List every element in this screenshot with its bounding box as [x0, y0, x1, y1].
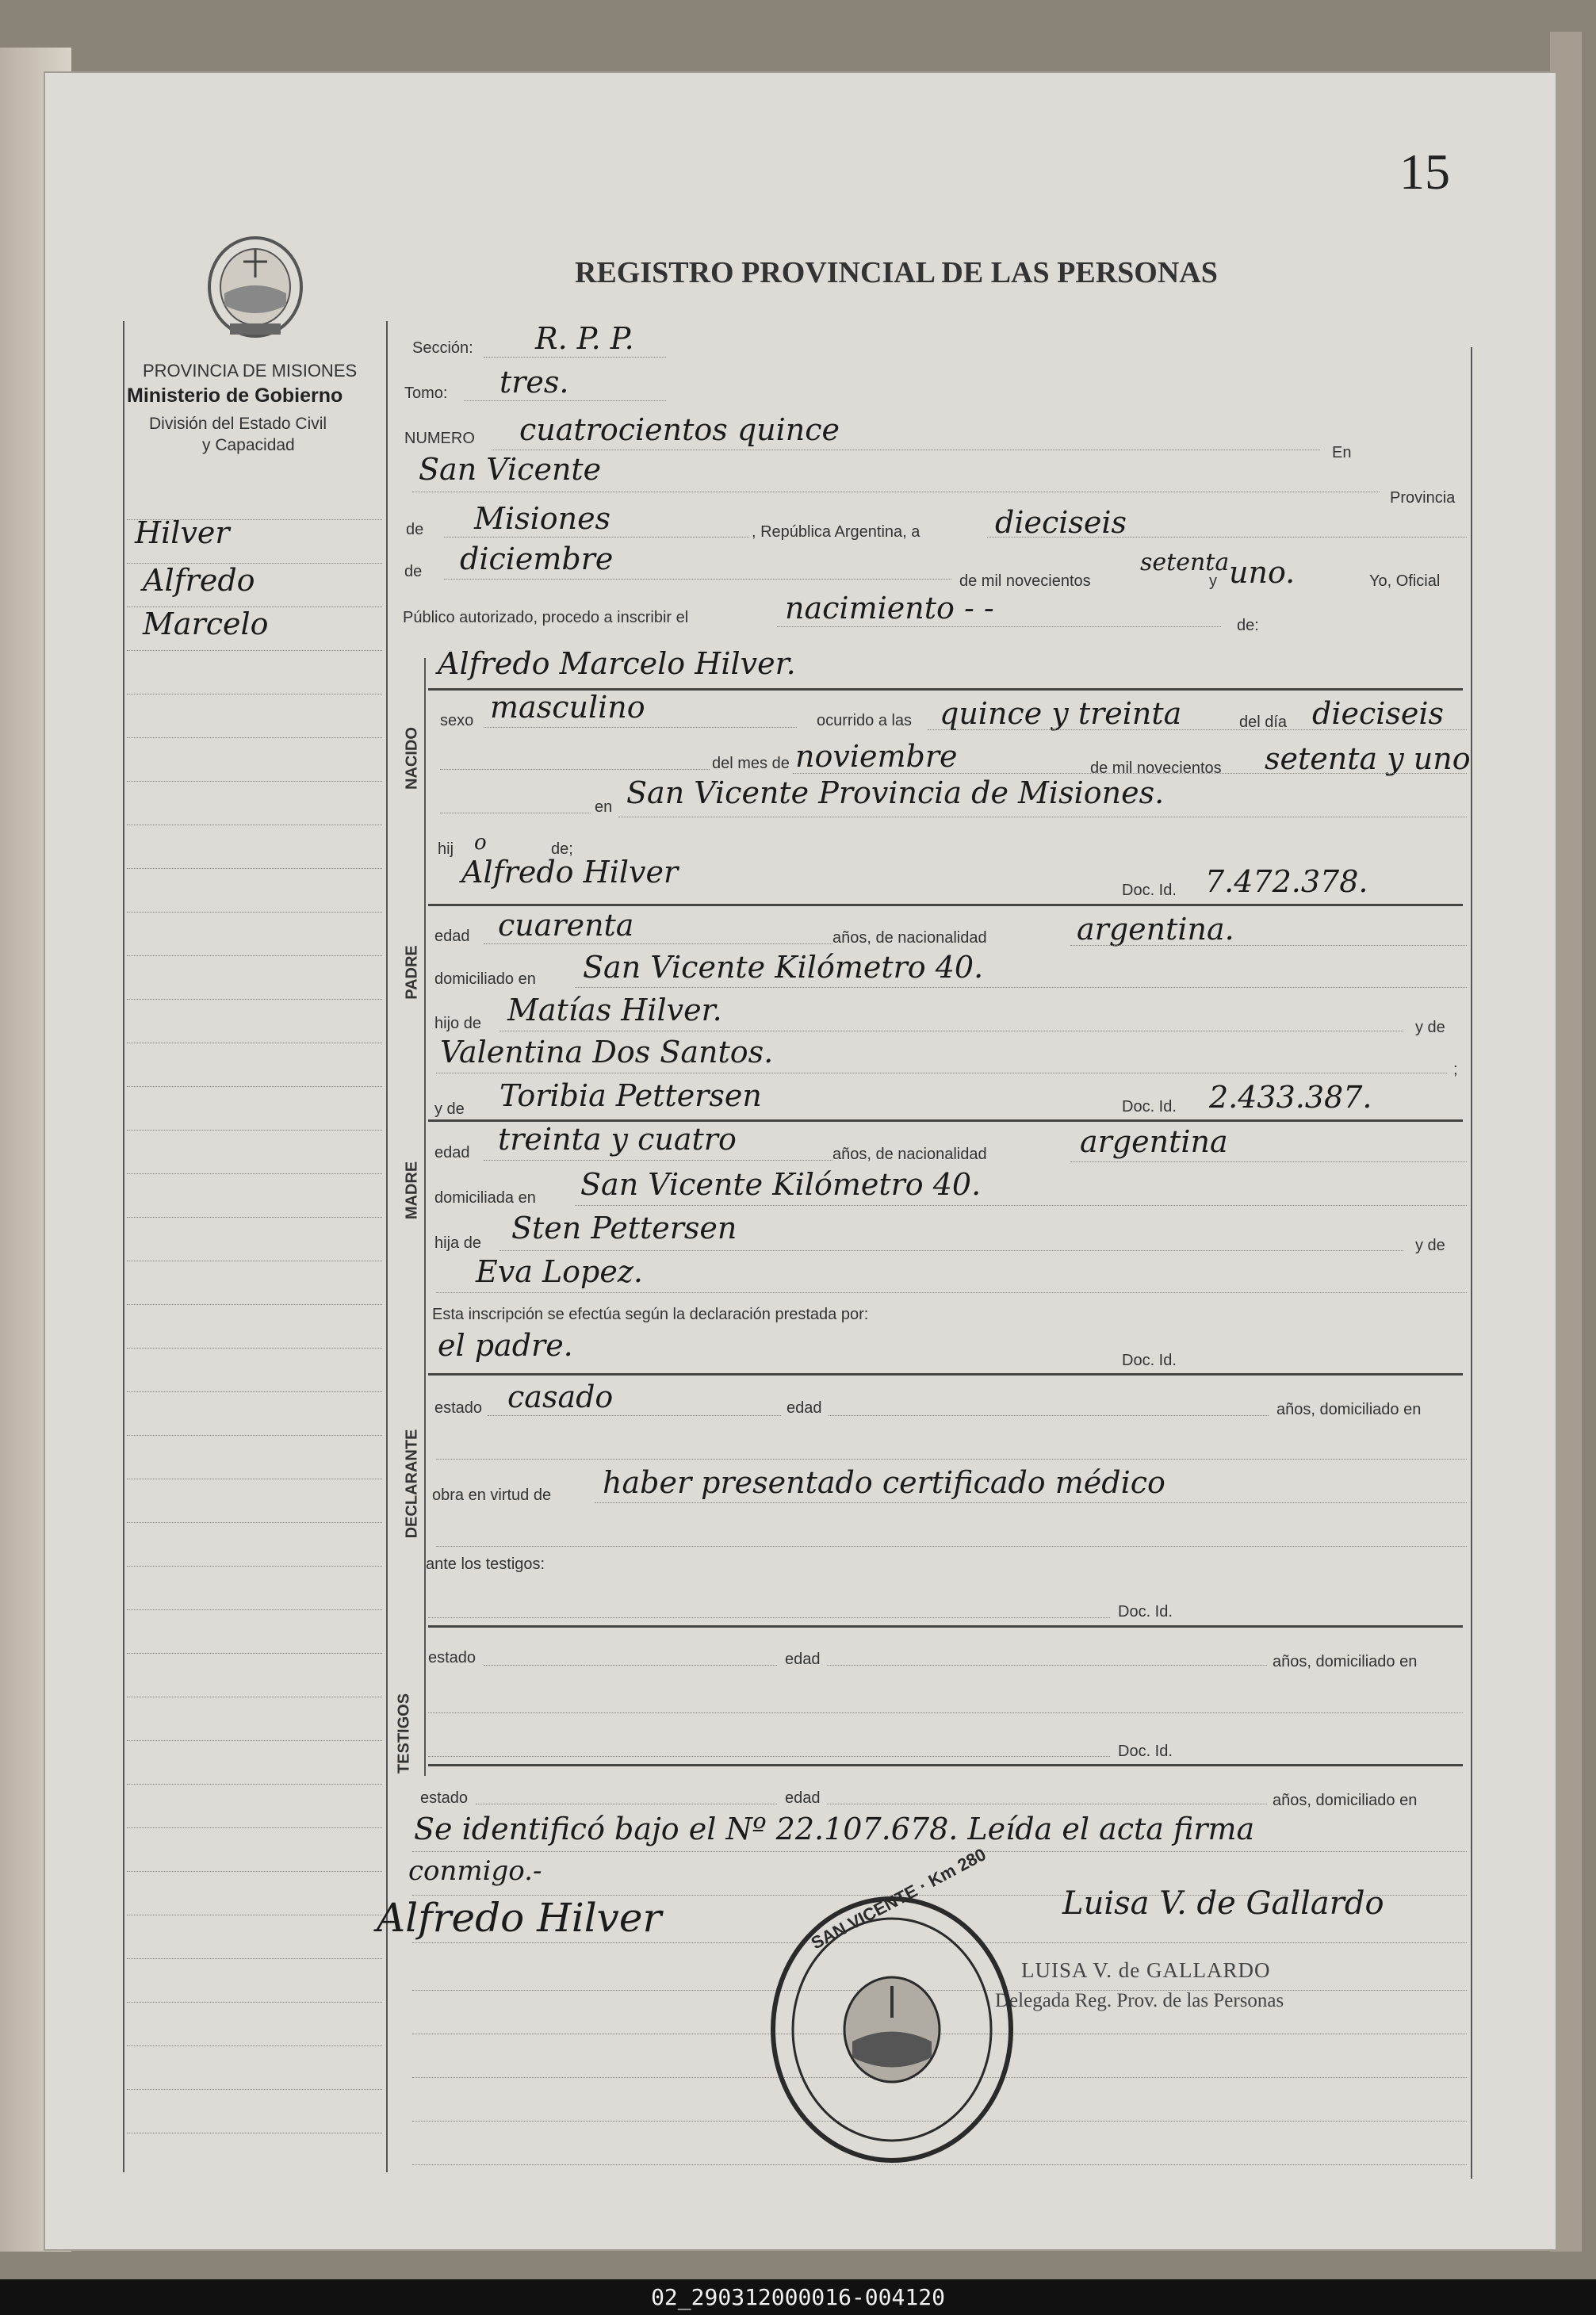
value-mes-nac: noviembre [795, 739, 958, 774]
section-padre: PADRE [403, 945, 421, 1000]
label-del-mes: del mes de [712, 755, 790, 772]
margin-row-rule [127, 737, 382, 738]
label-obra: obra en virtud de [432, 1487, 552, 1504]
label-madre-y-de-2: y de [1415, 1237, 1445, 1254]
rule [575, 1205, 1467, 1206]
margin-given-name-1: Alfredo [143, 563, 255, 598]
office-division: División del Estado Civil [149, 415, 327, 433]
rule [595, 1502, 1467, 1503]
value-padre-doc: 7.472.378. [1205, 864, 1368, 899]
label-semicolon: ; [1453, 1061, 1458, 1078]
margin-row-rule [127, 1653, 382, 1654]
margin-row-rule [127, 1086, 382, 1087]
provincial-emblem-icon [202, 230, 309, 341]
value-sexo: masculino [490, 690, 645, 725]
rule [444, 537, 749, 538]
value-dia-nac: dieciseis [1312, 696, 1445, 731]
label-padre-hijo-de: hijo de [434, 1015, 481, 1032]
page-right-rule [1471, 347, 1472, 2179]
label-en: En [1332, 444, 1352, 461]
value-seccion: R. P. P. [535, 321, 634, 356]
margin-row-rule [127, 1522, 382, 1523]
value-madre-nacionalidad: argentina [1080, 1124, 1228, 1159]
official-name: LUISA V. de GALLARDO [1021, 1958, 1271, 1982]
label-de-mil-nac: de mil novecientos [1090, 760, 1222, 777]
rule [428, 904, 1463, 906]
value-padre-domicilio: San Vicente Kilómetro 40. [583, 950, 984, 985]
rule [428, 1617, 1110, 1618]
value-tomo: tres. [499, 365, 569, 400]
label-declarante-estado: estado [434, 1399, 483, 1417]
margin-row-rule [127, 1435, 382, 1436]
rule [793, 773, 1467, 774]
note-line-2: conmigo.- [408, 1855, 542, 1887]
label-publico: Público autorizado, procedo a inscribir el [403, 609, 689, 626]
section-testigos: TESTIGOS [395, 1693, 413, 1774]
label-numero: NUMERO [404, 430, 475, 447]
official-stamp-icon [765, 1891, 1019, 2168]
margin-row-rule [127, 2089, 382, 2090]
margin-row-rule [127, 1173, 382, 1174]
margin-row-rule [127, 912, 382, 913]
value-padre-hijo-de: Matías Hilver. [507, 993, 722, 1027]
label-testigo1-doc: Doc. Id. [1118, 1603, 1173, 1620]
value-decada: setenta [1140, 549, 1230, 576]
official-title: Delegada Reg. Prov. de las Personas [995, 1990, 1284, 2011]
label-declarante-domicilio: años, domiciliado en [1276, 1401, 1422, 1418]
archive-code: 02_290312000016-004120 [0, 2279, 1596, 2315]
margin-left-rule [123, 321, 124, 2172]
rule [440, 769, 710, 770]
rule [484, 943, 832, 944]
label-madre-hija-de: hija de [434, 1234, 481, 1252]
label-testigo1-estado: estado [428, 1649, 477, 1666]
declarant-signature: Alfredo Hilver [377, 1895, 662, 1941]
rule [428, 1625, 1463, 1628]
label-de-mil: de mil novecientos [959, 572, 1091, 590]
label-sexo: sexo [440, 712, 474, 729]
rule [428, 1764, 1463, 1766]
margin-given-name-2: Marcelo [143, 606, 269, 641]
rule [484, 1160, 832, 1161]
rule [1070, 945, 1467, 946]
margin-row-rule [127, 1391, 382, 1392]
label-testigo2-domicilio: años, domiciliado en [1273, 1792, 1418, 1809]
label-madre-domicilio: domiciliada en [434, 1189, 536, 1207]
label-de-colon: de: [1237, 617, 1259, 634]
label-padre-domicilio: domiciliado en [434, 970, 536, 988]
office-province: PROVINCIA DE MISIONES [143, 361, 358, 381]
label-testigo2-doc: Doc. Id. [1118, 1743, 1173, 1760]
value-declarante: el padre. [438, 1328, 573, 1363]
value-numero: cuatrocientos quince [519, 412, 840, 447]
label-testigos: ante los testigos: [426, 1555, 545, 1573]
value-dia: dieciseis [995, 505, 1127, 540]
margin-row-rule [127, 2045, 382, 2046]
value-anio-nac: setenta y uno [1265, 741, 1471, 776]
rule [488, 1415, 781, 1416]
label-padre-doc: Doc. Id. [1122, 882, 1177, 899]
value-lugar: San Vicente [419, 452, 602, 487]
rule [987, 537, 1467, 538]
rule [575, 987, 1467, 988]
label-testigo2-edad: edad [785, 1789, 821, 1807]
value-padre-madre: Valentina Dos Santos. [440, 1035, 774, 1069]
page-title: REGISTRO PROVINCIAL DE LAS PERSONAS [575, 256, 1218, 289]
margin-row-rule [127, 1827, 382, 1828]
rule [436, 1292, 1467, 1293]
rule [444, 579, 951, 580]
value-padre-nombre: Alfredo Hilver [461, 855, 679, 890]
value-madre-madre: Eva Lopez. [476, 1254, 643, 1289]
rule [428, 1756, 1110, 1757]
margin-row-rule [127, 781, 382, 782]
office-ministry: Ministerio de Gobierno [127, 385, 343, 407]
rule [436, 1546, 1467, 1547]
value-madre-hija-de: Sten Pettersen [511, 1211, 737, 1246]
rule [484, 357, 666, 358]
rule [827, 1665, 1267, 1666]
margin-row-rule [127, 1871, 382, 1872]
margin-row-rule [127, 1566, 382, 1567]
label-republica: , República Argentina, a [752, 523, 920, 541]
value-hora: quince y treinta [940, 696, 1182, 731]
value-lugar-nac: San Vicente Provincia de Misiones. [626, 775, 1165, 810]
official-signature: Luisa V. de Gallardo [1062, 1885, 1384, 1922]
label-declarante-doc: Doc. Id. [1122, 1352, 1177, 1369]
margin-row-rule [127, 868, 382, 869]
label-testigo1-domicilio: años, domiciliado en [1273, 1653, 1418, 1670]
label-ocurrido: ocurrido a las [817, 712, 913, 729]
label-testigo1-edad: edad [785, 1651, 821, 1668]
margin-row-rule [127, 1740, 382, 1741]
label-de: de [406, 521, 424, 538]
rule [436, 1459, 1467, 1460]
value-anio: uno. [1229, 555, 1296, 590]
section-madre: MADRE [403, 1161, 421, 1220]
value-madre-doc: 2.433.387. [1209, 1080, 1372, 1115]
margin-row-rule [127, 2002, 382, 2003]
margin-row-rule [127, 1609, 382, 1610]
label-declaracion: Esta inscripción se efectúa según la declaración prestada por: [432, 1306, 869, 1323]
value-declarante-estado: casado [507, 1379, 614, 1414]
label-hij: hij [438, 840, 454, 858]
rule [412, 1851, 1467, 1852]
office-capacity: y Capacidad [202, 436, 295, 454]
label-padre-y-de: y de [1415, 1019, 1445, 1036]
rule [829, 1415, 1269, 1416]
value-padre-nacionalidad: argentina. [1077, 912, 1234, 947]
margin-row-rule [127, 650, 382, 651]
rule [1070, 1161, 1467, 1162]
value-acto: nacimiento - - [785, 591, 994, 626]
label-testigo2-estado: estado [420, 1789, 469, 1807]
label-del-dia: del día [1239, 714, 1288, 731]
margin-row-rule [127, 999, 382, 1000]
label-madre-edad: edad [434, 1144, 470, 1161]
value-provincia: Misiones [474, 501, 611, 536]
label-de-semicolon: de; [551, 840, 573, 858]
margin-row-rule [127, 1784, 382, 1785]
label-declarante-edad: edad [787, 1399, 822, 1417]
label-provincia: Provincia [1390, 489, 1456, 507]
label-tomo: Tomo: [404, 385, 448, 402]
rule [428, 1712, 1463, 1713]
margin-row-rule [127, 1217, 382, 1218]
rule [499, 1250, 1403, 1251]
rule [777, 626, 1221, 627]
label-en-lugar: en [595, 798, 613, 816]
label-madre-doc: Doc. Id. [1122, 1098, 1177, 1115]
value-mes: diciembre [460, 541, 614, 576]
margin-row-rule [127, 1304, 382, 1305]
rule [484, 727, 797, 728]
label-yo-oficial: Yo, Oficial [1369, 572, 1441, 590]
section-nacido: NACIDO [403, 727, 421, 790]
value-madre-domicilio: San Vicente Kilómetro 40. [580, 1167, 982, 1202]
rule [428, 1373, 1463, 1376]
rule [928, 729, 1467, 730]
rule [484, 1665, 777, 1666]
page-number: 15 [1399, 143, 1450, 200]
label-madre-y-de: y de [434, 1100, 465, 1118]
margin-row-rule [127, 1958, 382, 1959]
note-line-1: Se identificó bajo el Nº 22.107.678. Leída el acta firma [414, 1812, 1255, 1846]
value-padre-edad: cuarenta [498, 908, 634, 943]
stamp-text: SAN VICENTE · Km 280 [807, 1844, 989, 1953]
value-hij-suffix: o [474, 831, 487, 855]
value-nacido-nombre: Alfredo Marcelo Hilver. [438, 646, 796, 681]
label-madre-nacionalidad: años, de nacionalidad [832, 1146, 987, 1163]
label-y: y [1209, 572, 1217, 590]
label-de-mes: de [404, 563, 423, 580]
margin-row-rule [127, 1348, 382, 1349]
rule [464, 400, 666, 401]
value-madre-nombre: Toribia Pettersen [499, 1078, 762, 1113]
section-declarante: DECLARANTE [403, 1429, 421, 1539]
label-padre-edad: edad [434, 928, 470, 945]
value-obra: haber presentado certificado médico [603, 1465, 1165, 1500]
label-seccion: Sección: [412, 339, 473, 357]
label-padre-nacionalidad: años, de nacionalidad [832, 929, 987, 947]
section-column-rule [424, 658, 426, 1776]
margin-surname: Hilver [135, 515, 230, 550]
margin-row-rule [127, 955, 382, 956]
margin-row-rule [127, 1130, 382, 1131]
value-madre-edad: treinta y cuatro [498, 1122, 737, 1157]
